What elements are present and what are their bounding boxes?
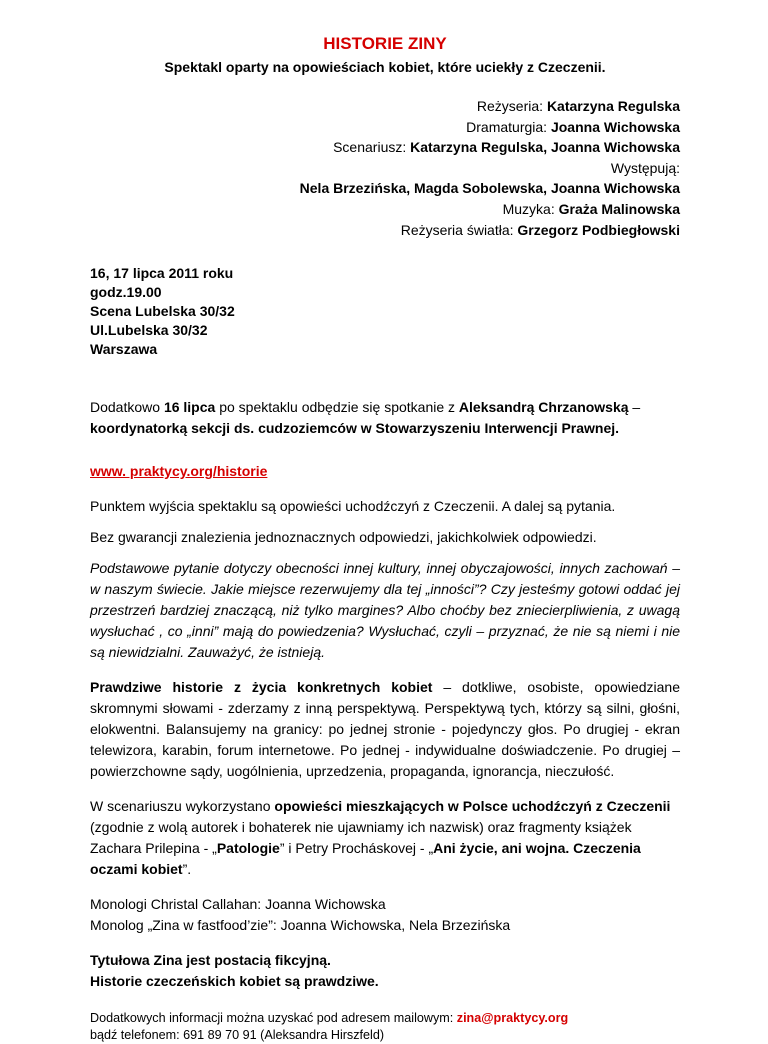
document-page	[0, 34, 768, 1043]
contact-line-2: bądź telefonem: 691 89 70 91 (Aleksandra Hirszfeld)	[90, 1028, 385, 1043]
contact-info	[90, 1010, 680, 1044]
credit-dramaturgy: Dramaturgia: Joanna Wichowska	[466, 118, 680, 135]
monologues-line-2: Monolog „Zina w fastfood’zie”: Joanna Wichowska, Nela Brzezińska	[90, 917, 511, 934]
event-venue: Scena Lubelska 30/32	[90, 303, 235, 320]
paragraph-question: Podstawowe pytanie dotyczy obecności innej kultury, innej obyczajowości, innych zachowań – w naszym świecie. Jakie miejsce rezerwujemy dla tej „inności”? Czy jesteśmy gotowi oddać jej przestrzeń bardziej znaczącą, niż tylko margines? Albo choćby bez zniecierpliwienia, z uwagą wysłuchać , co „inni” mają do powiedzenia? Wysłuchać, czyli – przyznać, że nie są niemi i nie są niewidzialni. Zauważyć, że istnieją.	[90, 560, 680, 661]
website-link[interactable]: www. praktycy.org/historie	[90, 463, 268, 480]
paragraph-true-stories: Prawdziwe historie z życia konkretnych kobiet – dotkliwe, osobiste, opowiedziane skromnymi słowami - zderzamy z inną perspektywą. Perspektywą tych, którzy są silni, głośni, elokwentni. Balansujemy na granicy: po jednej stronie - pojedynczy głos. Po drugiej - ekran telewizora, karabin, forum internetowe. Po jednej - indywidualne doświadczenie. Po drugiej – powierzchowne sądy, uogólnienia, uprzedzenia, propaganda, ignorancja, nieczułość.	[90, 679, 680, 780]
credit-light: Reżyseria światła: Grzegorz Podbiegłowski	[400, 221, 680, 238]
paragraph-sources: W scenariuszu wykorzystano opowieści mieszkających w Polsce uchodźczyń z Czeczenii (zgodnie z wolą autorek i bohaterek nie ujawniamy ich nazwisk) oraz fragmenty książek Zachara Prilepina - „Patologie” i Petry Procháskovej - „Ani życie, ani wojna. Czeczenia oczami kobiet”.	[90, 798, 671, 878]
page-title: HISTORIE ZINY	[323, 34, 447, 53]
paragraph-intro: Punktem wyjścia spektaklu są opowieści uchodźczyń z Czeczenii. A dalej są pytania.	[90, 498, 616, 515]
fiction-line-1: Tytułowa Zina jest postacią fikcyjną.	[90, 952, 331, 969]
credits-block	[90, 96, 680, 240]
credit-script: Scenariusz: Katarzyna Regulska, Joanna Wichowska	[333, 139, 680, 156]
contact-line-1: Dodatkowych informacji można uzyskać pod adresem mailowym: zina@praktycy.org	[90, 1011, 569, 1026]
fiction-line-2: Historie czeczeńskich kobiet są prawdziwe.	[90, 973, 379, 990]
paragraph-fiction-note	[90, 950, 680, 992]
credit-cast: Nela Brzezińska, Magda Sobolewska, Joanna Wichowska	[299, 180, 680, 197]
event-info	[90, 264, 680, 359]
monologues-line-1: Monologi Christal Callahan: Joanna Wichowska	[90, 896, 386, 913]
event-time: godz.19.00	[90, 284, 162, 301]
event-city: Warszawa	[90, 341, 158, 358]
paragraph-no-guarantee: Bez gwarancji znalezienia jednoznacznych odpowiedzi, jakichkolwiek odpowiedzi.	[90, 529, 597, 546]
event-dates: 16, 17 lipca 2011 roku	[90, 265, 234, 282]
credit-cast-label: Występują:	[610, 159, 680, 176]
extra-meeting-paragraph: Dodatkowo 16 lipca po spektaklu odbędzie się spotkanie z Aleksandrą Chrzanowską – koordynatorką sekcji ds. cudzoziemców w Stowarzyszeniu Interwencji Prawnej.	[90, 399, 641, 437]
contact-email[interactable]: zina@praktycy.org	[456, 1011, 569, 1026]
event-street: Ul.Lubelska 30/32	[90, 322, 208, 339]
credit-direction: Reżyseria: Katarzyna Regulska	[476, 98, 680, 114]
page-subtitle: Spektakl oparty na opowieściach kobiet, które uciekły z Czeczenii.	[164, 59, 606, 75]
paragraph-monologues	[90, 894, 680, 936]
credit-music: Muzyka: Graża Malinowska	[502, 200, 680, 217]
